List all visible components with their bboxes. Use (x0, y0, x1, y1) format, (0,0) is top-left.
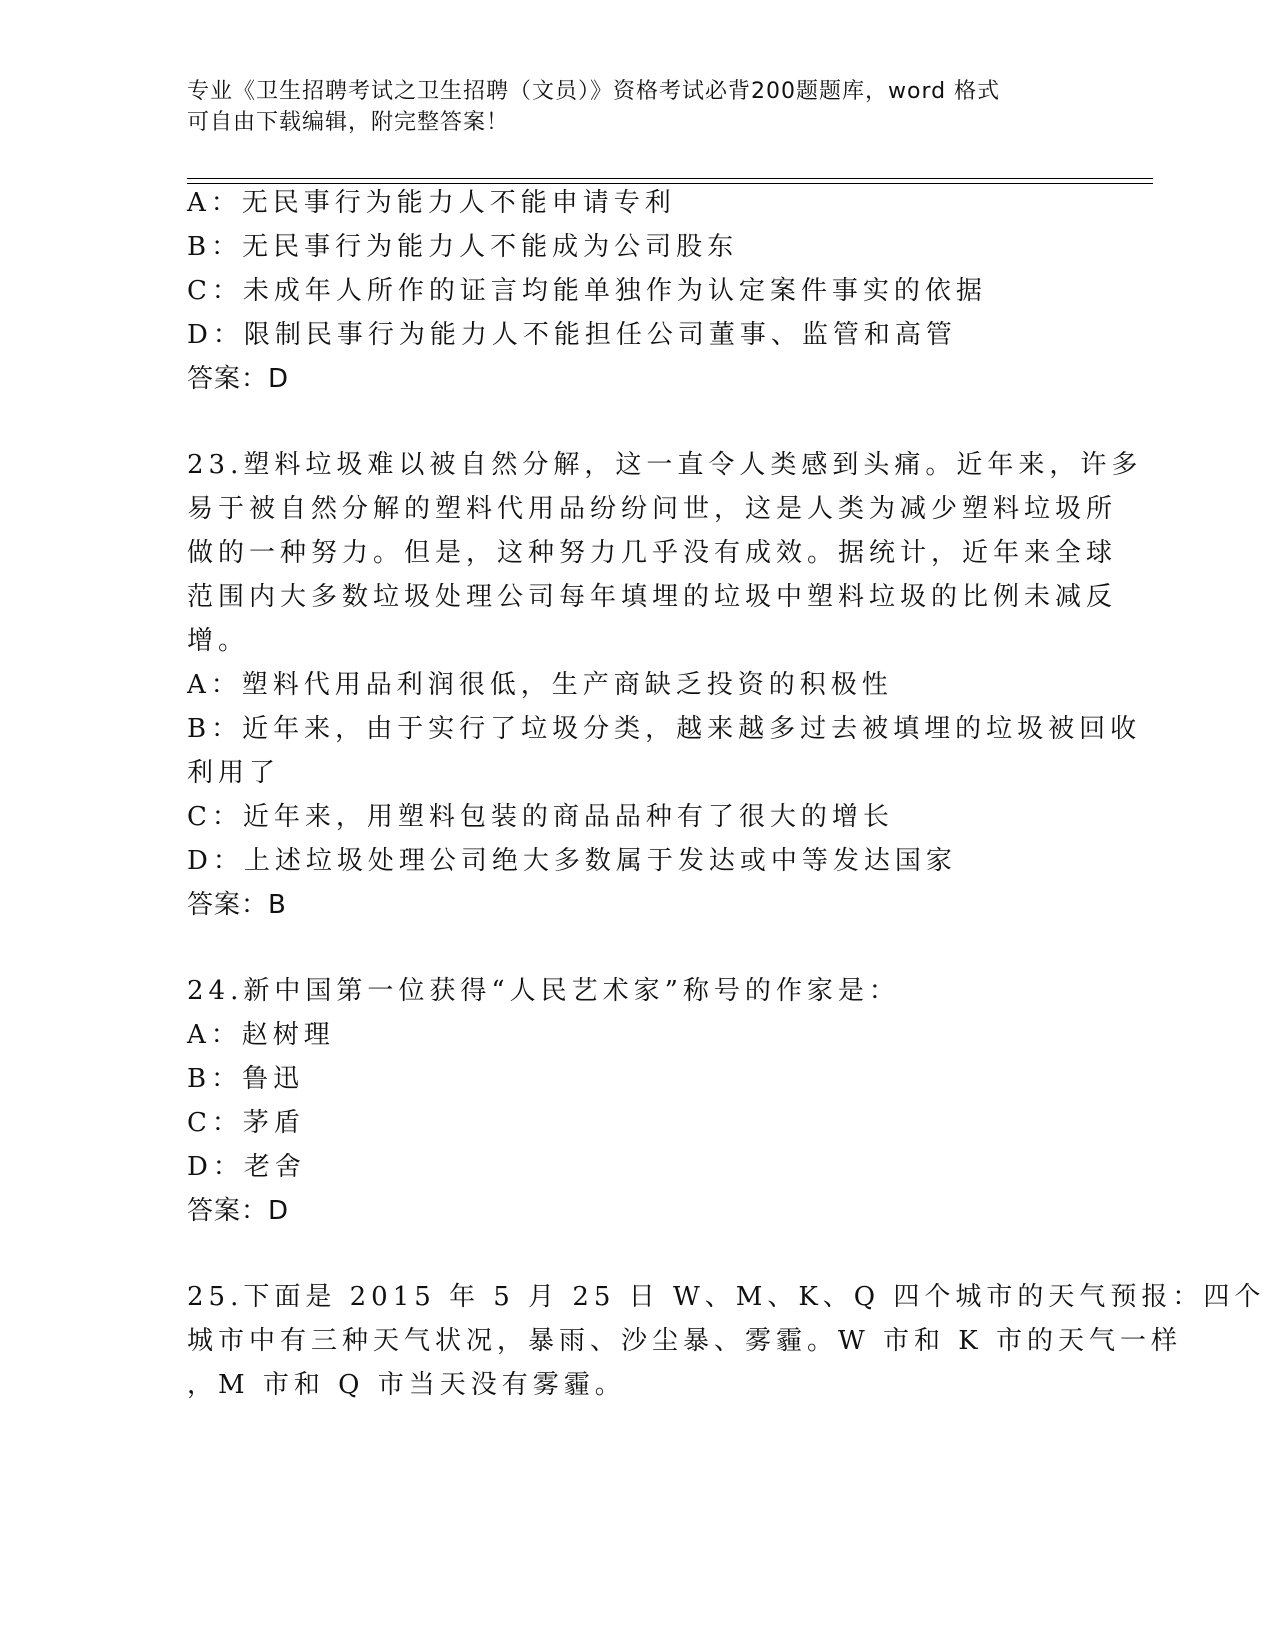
q23-stem-line-2: 易于被自然分解的塑料代用品纷纷问世，这是人类为减少塑料垃圾所 (187, 494, 1118, 524)
q22-option-a: A：无民事行为能力人不能申请专利 (187, 188, 676, 218)
q22-option-c: C：未成年人所作的证言均能单独作为认定案件事实的依据 (187, 276, 987, 306)
header-divider-top (187, 178, 1153, 179)
q23-answer: 答案：B (187, 890, 287, 920)
q24-option-c: C：茅盾 (187, 1108, 305, 1138)
header-line-1: 专业《卫生招聘考试之卫生招聘（文员）》资格考试必背200题题库，word 格式 (187, 79, 1001, 104)
q23-option-b: B：近年来，由于实行了垃圾分类，越来越多过去被填埋的垃圾被回收 (187, 714, 1142, 744)
q25-stem-line-3: ，M 市和 Q 市当天没有雾霾。 (187, 1370, 626, 1400)
header-divider-bottom (187, 183, 1153, 184)
q23-option-d: D：上述垃圾处理公司绝大多数属于发达或中等发达国家 (187, 846, 957, 876)
q23-stem-line-1: 23.塑料垃圾难以被自然分解，这一直令人类感到头痛。近年来，许多 (187, 450, 1143, 480)
q24-option-b: B：鲁迅 (187, 1064, 305, 1094)
q24-option-a: A：赵树理 (187, 1020, 335, 1050)
q24-answer: 答案：D (187, 1196, 290, 1226)
q23-option-a: A：塑料代用品利润很低，生产商缺乏投资的积极性 (187, 670, 893, 700)
header-line-2: 可自由下载编辑，附完整答案！ (187, 110, 510, 135)
q24-stem: 24.新中国第一位获得“人民艺术家”称号的作家是： (187, 976, 900, 1006)
q23-option-c: C：近年来，用塑料包装的商品品种有了很大的增长 (187, 802, 894, 832)
q23-option-b-continued: 利用了 (187, 758, 281, 788)
q25-stem-line-1: 25.下面是 2015 年 5 月 25 日 W、M、K、Q 四个城市的天气预报：四个 (187, 1282, 1266, 1312)
q22-option-d: D：限制民事行为能力人不能担任公司董事、监管和高管 (187, 320, 957, 350)
document-header (187, 76, 1087, 138)
q23-stem-line-3: 做的一种努力。但是，这种努力几乎没有成效。据统计，近年来全球 (187, 538, 1118, 568)
q23-stem-line-4: 范围内大多数垃圾处理公司每年填埋的垃圾中塑料垃圾的比例未减反 (187, 582, 1118, 612)
q22-option-b: B：无民事行为能力人不能成为公司股东 (187, 232, 739, 262)
q22-answer: 答案：D (187, 364, 290, 394)
q23-stem-line-5: 增。 (187, 626, 250, 656)
q25-stem-line-2: 城市中有三种天气状况，暴雨、沙尘暴、雾霾。W 市和 K 市的天气一样 (187, 1326, 1182, 1356)
q24-option-d: D：老舍 (187, 1152, 306, 1182)
